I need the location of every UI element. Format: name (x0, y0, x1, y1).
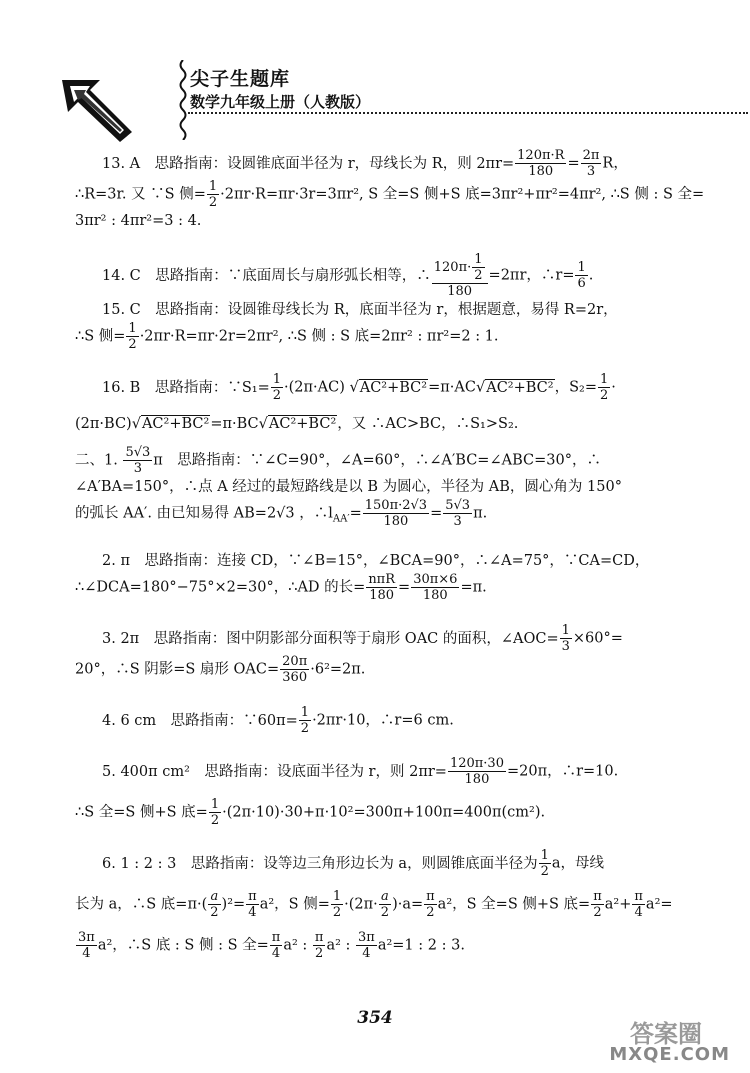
s2q3-line-1: 3. 2π 思路指南：图中阴影部分面积等于扇形 OAC 的面积，∠AOC= $\frac{1}{3}$ ×60°= (102, 623, 623, 655)
fraction: $\frac{a}{2}$ (210, 889, 219, 921)
q15-line-2: ∴S 侧= $\frac{1}{2}$ ·2πr·R=πr·2r=2πr², ∴S 侧 : S 底=2πr² : πr²=2 : 1. (75, 321, 499, 352)
fraction: $\frac{\pi}{4}$ (271, 930, 281, 962)
watermark-url: MXQE.COM (609, 1044, 730, 1065)
fraction: $\frac{1}{2}$ (332, 889, 342, 921)
fraction: $\frac{1}{2}$ (540, 848, 549, 880)
fraction: $\frac{1}{2}$ (208, 179, 218, 210)
header-dotted-rule (188, 112, 748, 114)
s2q5-line-1: 5. 400π cm² 思路指南：设底面半径为 r，则 2πr= $\frac{120\pi\cdot 30}{180}$ =20π，∴r=10. (102, 756, 619, 788)
fraction: $\frac{150\pi\cdot 2√3}{180}$ (364, 498, 428, 529)
s2q3-line-2: 20°，∴S 阴影=S 扇形 OAC= $\frac{20\pi}{360}$ ·6²=2π. (75, 654, 366, 686)
book-subtitle: 数学九年级上册（人教版） (190, 93, 371, 111)
fraction: $\frac{2\pi}{3}$ (582, 148, 600, 179)
fraction: $\frac{\pi}{2}$ (426, 889, 435, 921)
s2q1-line-2: ∠A′BA=150°，∴点 A 经过的最短路线是以 B 为圆心，半径为 AB，圆心角为 150° (75, 479, 622, 495)
page-header (60, 60, 680, 140)
q16-line-1: 16. B 思路指南：∵S₁= $\frac{1}{2}$ ·(2π·AC) √AC²+BC²=π·AC√AC²+BC²，S₂= $\frac{1}{2}$ · (102, 372, 616, 403)
q13-line-2: ∴R=3r. 又 ∵S 侧= $\frac{1}{2}$ ·2πr·R=πr·3r=3πr², S 全=S 侧+S 底=3πr²+πr²=4πr², ∴S 侧 : S 全= (75, 179, 705, 210)
watermark-chinese: 答案圈 (630, 1020, 702, 1048)
fraction: 120π· $\frac{1}{2}$ 180 (432, 252, 488, 299)
page-number: 354 (357, 1008, 393, 1028)
q16-line-2: (2π·BC)√AC²+BC²=π·BC√AC²+BC²，又 ∴AC>BC，∴S₁>S₂. (75, 416, 519, 432)
header-wavy-divider (178, 60, 188, 140)
s2q6-line-2: 长为 a，∴S 底=π·( $\frac{a}{2}$ )²= $\frac{\pi}{4}$ a²，S 侧= $\frac{1}{2}$ ·(2π· $\frac{a}{2}$ )·a= $\frac{\pi}{2}$ a²，S 全=S 侧+S 底= $\frac{\pi}{2}$ a²+ $\frac{\pi}{4}$ a²= (75, 889, 673, 921)
fraction: $\frac{120\pi\cdot R}{180}$ (517, 148, 565, 179)
fraction: $\frac{3\pi}{4}$ (358, 930, 375, 962)
fraction: $\frac{1}{3}$ (561, 623, 570, 655)
fraction: $\frac{5√3}{3}$ (445, 498, 471, 529)
s2q6-line-3: $\frac{3\pi}{4}$ a²，∴S 底 : S 侧 : S 全= $\frac{\pi}{4}$ a² : $\frac{\pi}{2}$ a² : $\frac{3\pi}{4}$ a²=1 : 2 : 3. (78, 930, 465, 962)
s2q6-line-1: 6. 1 : 2 : 3 思路指南：设等边三角形边长为 a，则圆锥底面半径为 $\frac{1}{2}$ a，母线 (102, 848, 605, 880)
s2q2-line-2: ∴∠DCA=180°−75°×2=30°，∴AD 的长= $\frac{\text{nπR}}{180}$ = $\frac{30\pi\times 6}{180}$ =π. (75, 572, 487, 604)
s2q2-line-1: 2. π 思路指南：连接 CD，∵∠B=15°，∠BCA=90°，∴∠A=75°，∵CA=CD， (102, 553, 650, 570)
q13-line-1: 13. A 思路指南：设圆锥底面半径为 r，母线长为 R，则 2πr= $\frac{120\pi\cdot R}{180}$ = $\frac{2\pi}{3}$ R， (102, 148, 628, 179)
q14-line: 14. C 思路指南：∵底面周长与扇形弧长相等，∴ 120π· $\frac{1}{2}$ 180 =2πr，∴r= $\frac{1}{6}$ . (102, 252, 594, 299)
q13-line-3: 3πr² : 4πr²=3 : 4. (75, 213, 202, 229)
fraction: $\frac{1}{2}$ (300, 705, 310, 737)
fraction: $\frac{\pi}{2}$ (314, 930, 324, 962)
s2q1-line-3: 的弧长 AA′. 由已知易得 AB=2√3 ，$\therefore l_{AA'}=$ $\frac{150\pi\cdot 2√3}{180}$ = $\frac{5√3}{3}$ π. (75, 498, 488, 529)
fraction: $\frac{1}{2}$ (600, 372, 609, 403)
fraction: $\frac{5√3}{3}$ (125, 445, 151, 476)
arrow-logo-icon (60, 72, 134, 142)
fraction: $\frac{a}{2}$ (380, 889, 390, 921)
s2q4-line: 4. 6 cm 思路指南：∵60π= $\frac{1}{2}$ ·2πr·10，∴r=6 cm. (102, 705, 454, 737)
fraction: $\frac{\text{nπR}}{180}$ (368, 572, 396, 604)
fraction: $\frac{\pi}{4}$ (634, 889, 643, 921)
book-title: 尖子生题库 (190, 68, 291, 90)
fraction: $\frac{1}{6}$ (577, 260, 586, 291)
fraction: $\frac{30\pi\times 6}{180}$ (413, 572, 458, 604)
q15-line-1: 15. C 思路指南：设圆锥母线长为 R，底面半径为 r，根据题意，易得 R=2r， (102, 302, 618, 318)
fraction: $\frac{1}{2}$ (272, 372, 282, 403)
fraction: $\frac{\pi}{4}$ (248, 889, 257, 921)
fraction: $\frac{\pi}{2}$ (593, 889, 602, 921)
answer-content (75, 148, 705, 962)
fraction: $\frac{3\pi}{4}$ (78, 930, 95, 962)
s2q5-line-2: ∴S 全=S 侧+S 底= $\frac{1}{2}$ ·(2π·10)·30+π·10²=300π+100π=400π(cm²). (75, 797, 546, 829)
fraction: $\frac{120\pi\cdot 30}{180}$ (449, 756, 504, 788)
fraction: $\frac{20\pi}{360}$ (282, 654, 308, 686)
fraction: $\frac{1}{2}$ (128, 321, 137, 352)
s2q1-line-1: 二、1. $\frac{5√3}{3}$ π 思路指南：∵∠C=90°，∠A=60°，∴∠A′BC=∠ABC=30°，∴ (75, 445, 601, 476)
fraction: $\frac{1}{2}$ (210, 797, 220, 829)
